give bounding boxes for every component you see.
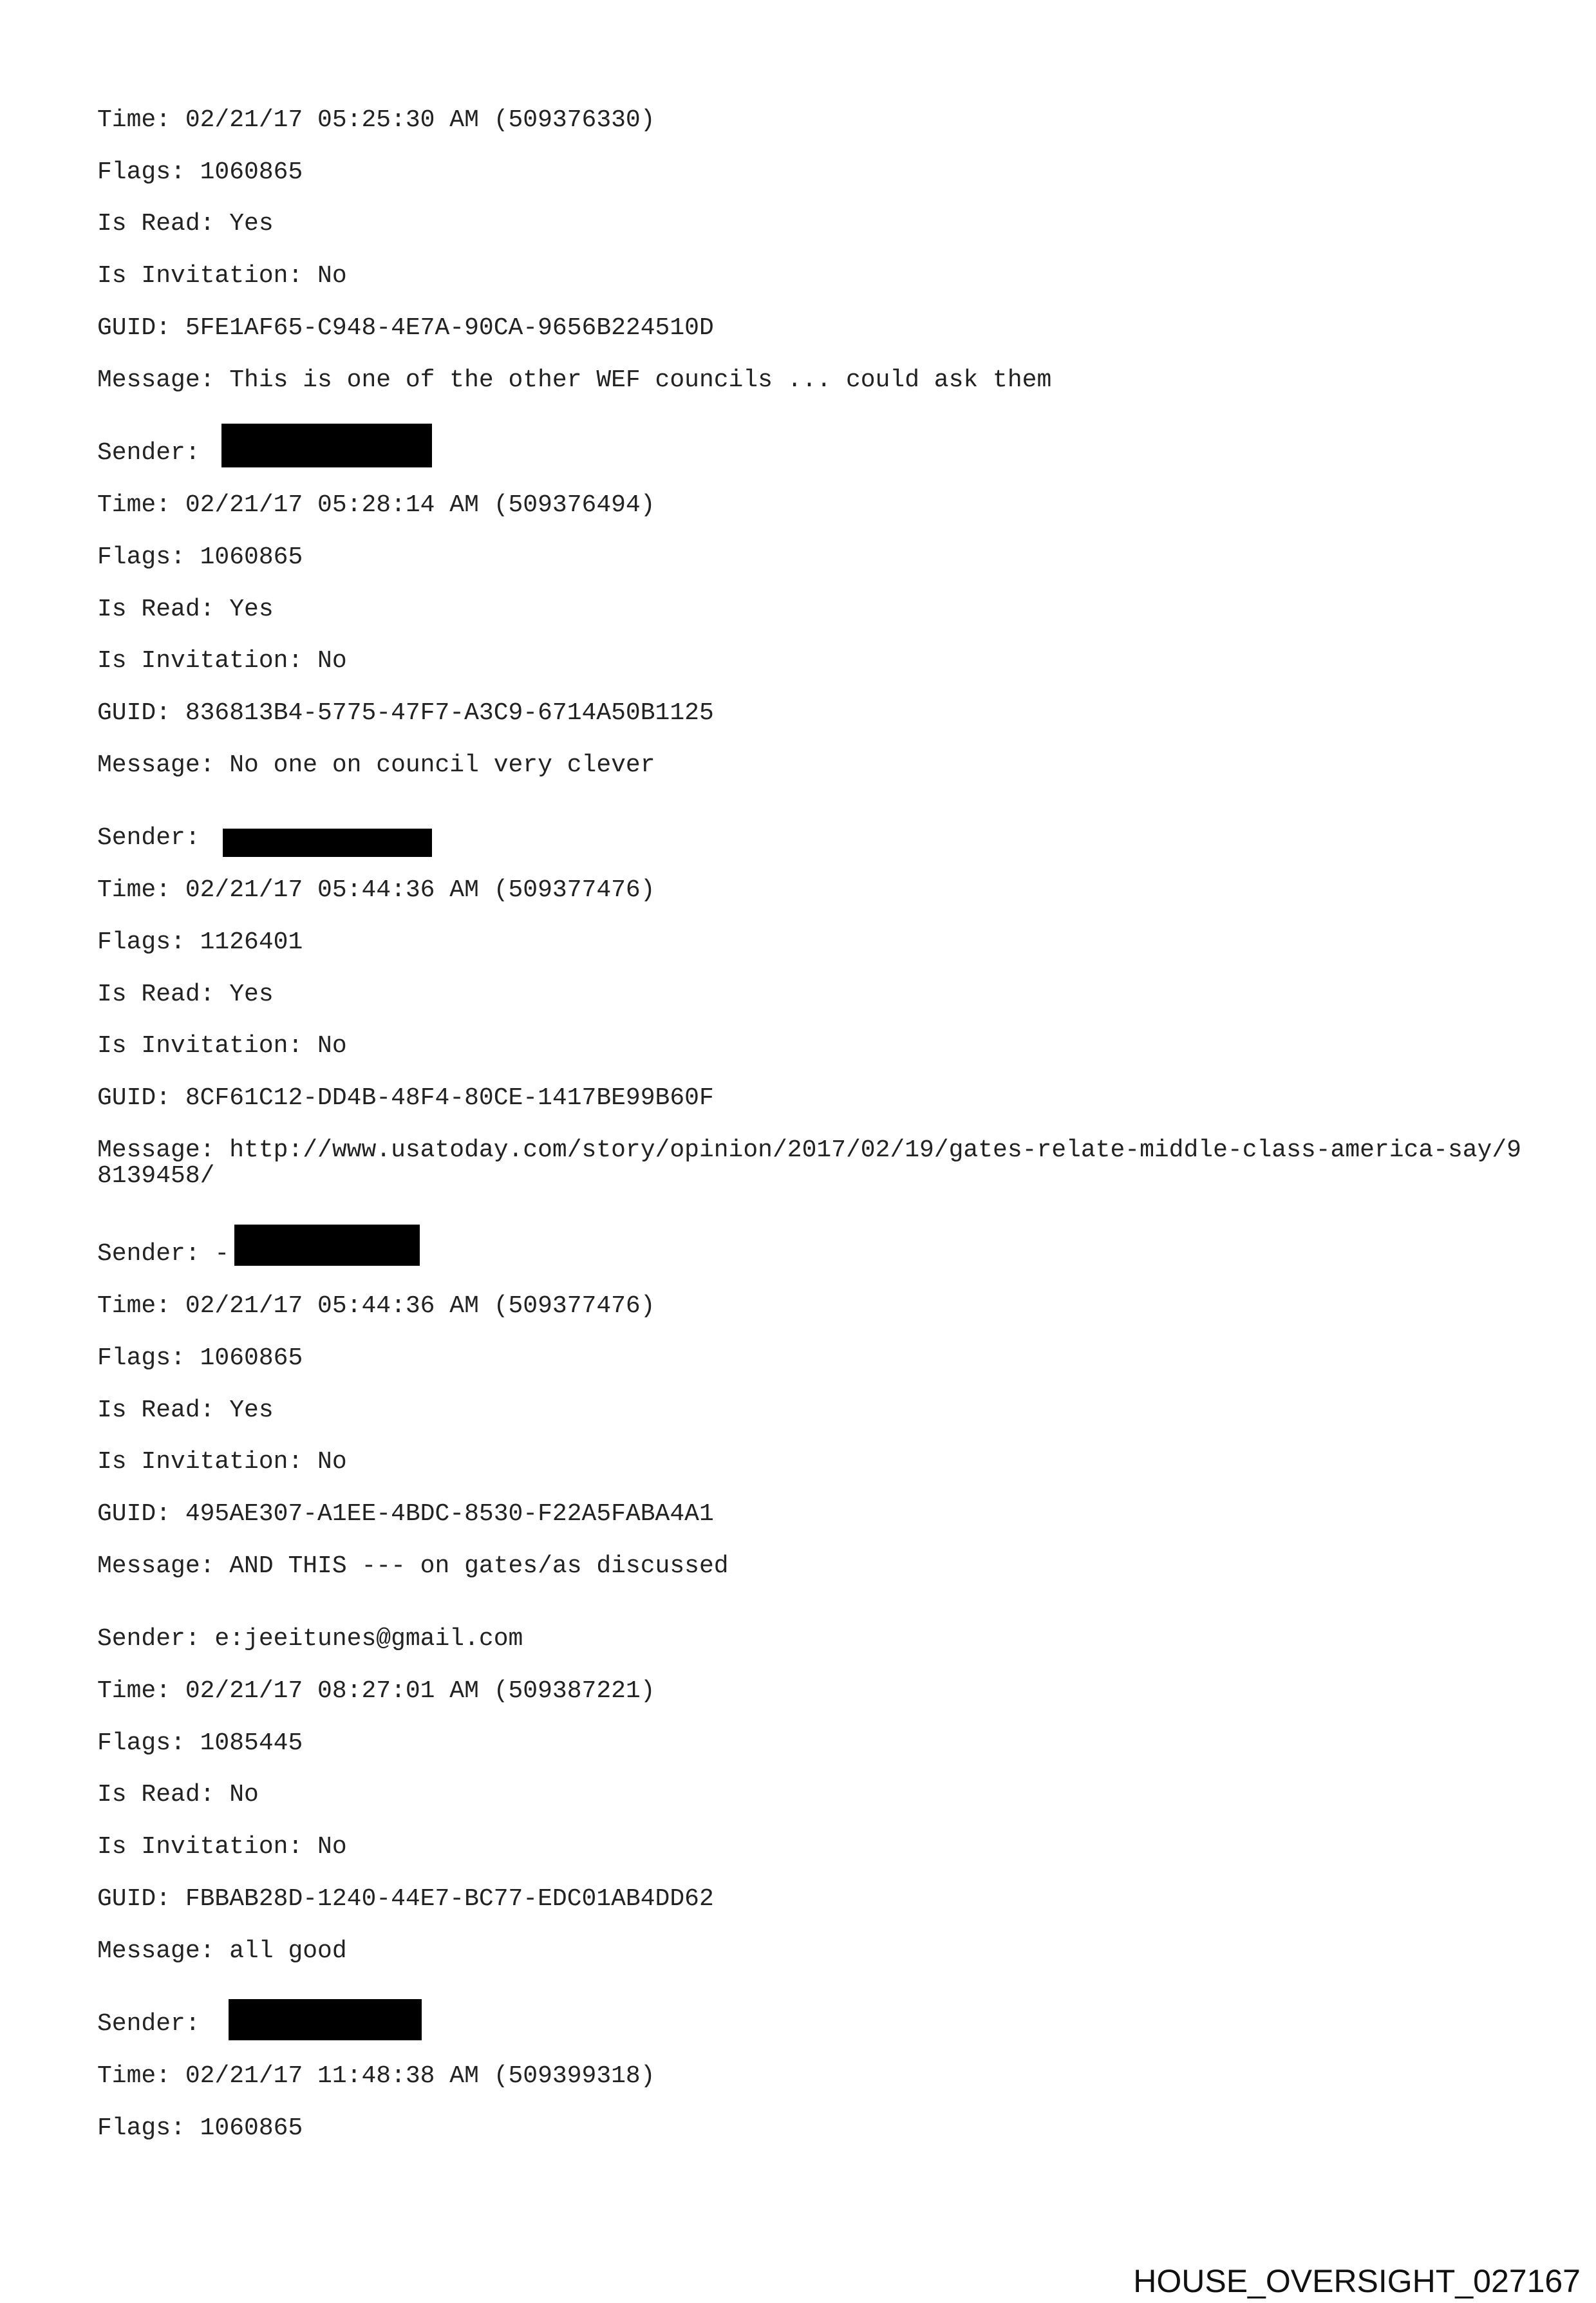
- flags-line: Flags: 1060865: [97, 543, 303, 571]
- redaction-box: [223, 829, 432, 857]
- time-line: Time: 02/21/17 11:48:38 AM (509399318): [97, 2062, 655, 2090]
- message-line: Message: all good: [97, 1937, 347, 1965]
- flags-line: Flags: 1060865: [97, 1344, 303, 1372]
- flags-line: Flags: 1085445: [97, 1729, 303, 1757]
- sender-line: Sender:: [97, 2010, 200, 2038]
- time-line: Time: 02/21/17 05:28:14 AM (509376494): [97, 491, 655, 519]
- sender-line: Sender:: [97, 439, 200, 467]
- time-line: Time: 02/21/17 05:44:36 AM (509377476): [97, 1292, 655, 1320]
- message-line: Message: No one on council very clever: [97, 751, 655, 779]
- guid-line: GUID: 495AE307-A1EE-4BDC-8530-F22A5FABA4A1: [97, 1500, 714, 1528]
- is-invitation-line: Is Invitation: No: [97, 1448, 347, 1476]
- guid-line: GUID: 8CF61C12-DD4B-48F4-80CE-1417BE99B60F: [97, 1084, 714, 1112]
- is-read-line: Is Read: Yes: [97, 596, 274, 623]
- redaction-box: [234, 1225, 420, 1266]
- message-line: Message: http://www.usatoday.com/story/opinion/2017/02/19/gates-relate-middle-class-america-say/98139458/: [97, 1136, 1521, 1190]
- time-line: Time: 02/21/17 05:25:30 AM (509376330): [97, 106, 655, 134]
- sender-line: Sender: -: [97, 1240, 230, 1268]
- is-invitation-line: Is Invitation: No: [97, 1032, 347, 1060]
- is-read-line: Is Read: Yes: [97, 1396, 274, 1424]
- is-read-line: Is Read: Yes: [97, 981, 274, 1008]
- is-read-line: Is Read: Yes: [97, 210, 274, 238]
- time-line: Time: 02/21/17 08:27:01 AM (509387221): [97, 1677, 655, 1705]
- is-invitation-line: Is Invitation: No: [97, 1833, 347, 1861]
- redaction-box: [221, 424, 432, 467]
- message-line: Message: AND THIS --- on gates/as discussed: [97, 1552, 729, 1580]
- guid-line: GUID: 5FE1AF65-C948-4E7A-90CA-9656B224510D: [97, 314, 714, 342]
- is-invitation-line: Is Invitation: No: [97, 262, 347, 290]
- guid-line: GUID: 836813B4-5775-47F7-A3C9-6714A50B1125: [97, 699, 714, 727]
- sender-line: Sender: e:jeeitunes@gmail.com: [97, 1625, 523, 1653]
- sender-line: Sender:: [97, 824, 200, 852]
- redaction-box: [229, 1999, 422, 2040]
- is-invitation-line: Is Invitation: No: [97, 647, 347, 675]
- is-read-line: Is Read: No: [97, 1781, 259, 1809]
- flags-line: Flags: 1060865: [97, 158, 303, 186]
- message-line: Message: This is one of the other WEF councils ... could ask them: [97, 366, 1052, 394]
- time-line: Time: 02/21/17 05:44:36 AM (509377476): [97, 876, 655, 904]
- bates-number: HOUSE_OVERSIGHT_027167: [1133, 2263, 1581, 2299]
- flags-line: Flags: 1126401: [97, 928, 303, 956]
- flags-line: Flags: 1060865: [97, 2114, 303, 2142]
- guid-line: GUID: FBBAB28D-1240-44E7-BC77-EDC01AB4DD62: [97, 1885, 714, 1913]
